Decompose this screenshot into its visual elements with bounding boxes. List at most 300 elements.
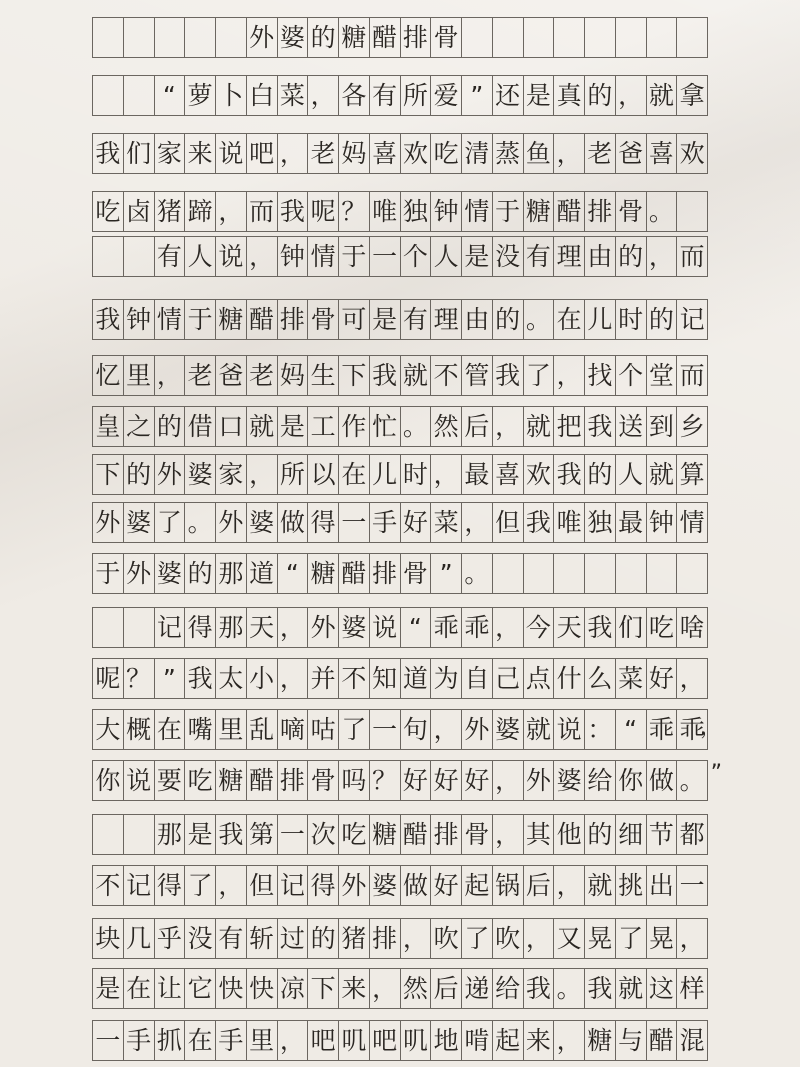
grid-cell: 后 <box>524 866 555 905</box>
grid-cell: 。 <box>185 503 216 542</box>
grid-cell: 排 <box>431 815 462 854</box>
grid-cell: 婆 <box>155 554 186 593</box>
grid-cell: ” <box>155 659 186 698</box>
grid-cell: 好 <box>401 503 432 542</box>
grid-cell: 送 <box>616 407 647 446</box>
grid-cell: 混 <box>677 1021 708 1060</box>
grid-cell: 醋 <box>247 761 278 800</box>
grid-cell: 叽 <box>401 1021 432 1060</box>
grid-cell: 我 <box>185 659 216 698</box>
grid-cell: 就 <box>647 455 678 494</box>
grid-cell: 吧 <box>308 1021 339 1060</box>
grid-cell: 记 <box>677 300 708 339</box>
grid-cell: 乡 <box>677 407 708 446</box>
grid-cell: 猪 <box>155 192 186 231</box>
text-row <box>92 75 708 116</box>
grid-cell: ， <box>431 710 462 749</box>
grid-cell: 啃 <box>462 1021 493 1060</box>
grid-cell: 了 <box>185 866 216 905</box>
grid-cell: ， <box>524 919 555 958</box>
grid-cell <box>524 18 555 57</box>
grid-cell <box>524 554 555 593</box>
grid-cell: 来 <box>524 1021 555 1060</box>
grid-cell: 在 <box>554 300 585 339</box>
grid-cell: 骨 <box>401 554 432 593</box>
grid-cell <box>93 76 124 115</box>
grid-cell <box>677 192 708 231</box>
text-row <box>92 236 708 277</box>
grid-cell: ， <box>278 1021 309 1060</box>
grid-cell: 我 <box>585 407 616 446</box>
grid-cell: “ <box>155 76 186 115</box>
grid-cell: ， <box>677 919 708 958</box>
grid-cell: 我 <box>585 969 616 1008</box>
grid-cell: 白 <box>247 76 278 115</box>
grid-cell: 一 <box>278 815 309 854</box>
grid-cell: 吗 <box>339 761 370 800</box>
grid-cell: 糖 <box>370 815 401 854</box>
grid-cell: 排 <box>585 192 616 231</box>
grid-cell: 婆 <box>185 455 216 494</box>
grid-cell: 点 <box>524 659 555 698</box>
grid-cell: 在 <box>124 969 155 1008</box>
title-row <box>92 17 708 58</box>
grid-cell: 欢 <box>677 134 708 173</box>
grid-cell: 算 <box>677 455 708 494</box>
grid-cell: 排 <box>370 554 401 593</box>
grid-cell: 下 <box>339 356 370 395</box>
grid-cell: 欢 <box>524 455 555 494</box>
grid-cell: 所 <box>278 455 309 494</box>
grid-cell <box>677 18 708 57</box>
grid-cell: 理 <box>554 237 585 276</box>
grid-cell: 婆 <box>554 761 585 800</box>
grid-cell <box>585 554 616 593</box>
grid-cell: ？ <box>370 761 401 800</box>
grid-cell: 吃 <box>647 608 678 647</box>
grid-cell: 骨 <box>462 815 493 854</box>
grid-cell: 吧 <box>370 1021 401 1060</box>
grid-cell: 己 <box>493 659 524 698</box>
grid-cell: 凉 <box>278 969 309 1008</box>
grid-cell: 儿 <box>585 300 616 339</box>
grid-cell: 于 <box>93 554 124 593</box>
grid-cell <box>155 18 186 57</box>
grid-cell: ， <box>216 192 247 231</box>
grid-cell: ： <box>585 710 616 749</box>
grid-cell: 一 <box>370 237 401 276</box>
grid-cell: 的 <box>308 919 339 958</box>
grid-cell: 时 <box>616 300 647 339</box>
grid-cell: 萝 <box>185 76 216 115</box>
grid-cell: 这 <box>647 969 678 1008</box>
text-row <box>92 133 708 174</box>
grid-cell: 个 <box>616 356 647 395</box>
grid-cell: 是 <box>370 300 401 339</box>
grid-cell <box>647 554 678 593</box>
grid-cell: 说 <box>216 237 247 276</box>
grid-cell: 就 <box>616 969 647 1008</box>
grid-cell: 他 <box>554 815 585 854</box>
grid-cell: ， <box>554 866 585 905</box>
grid-cell: ， <box>554 1021 585 1060</box>
grid-cell: 句 <box>401 710 432 749</box>
grid-cell: 婆 <box>493 710 524 749</box>
grid-cell: 又 <box>554 919 585 958</box>
grid-cell <box>93 237 124 276</box>
grid-cell: 过 <box>278 919 309 958</box>
grid-cell: 的 <box>155 407 186 446</box>
grid-cell: ， <box>216 866 247 905</box>
grid-cell: 菜 <box>431 503 462 542</box>
grid-cell: 的 <box>647 300 678 339</box>
grid-cell: 与 <box>616 1021 647 1060</box>
grid-cell: ， <box>308 76 339 115</box>
grid-cell <box>493 554 524 593</box>
grid-cell: 吃 <box>93 192 124 231</box>
grid-cell: 妈 <box>278 356 309 395</box>
grid-cell: 由 <box>585 237 616 276</box>
grid-cell: 然 <box>431 407 462 446</box>
grid-cell <box>124 608 155 647</box>
grid-cell: 好 <box>431 866 462 905</box>
grid-cell: 一 <box>370 710 401 749</box>
grid-cell: 块 <box>93 919 124 958</box>
grid-cell <box>554 554 585 593</box>
text-row <box>92 709 722 750</box>
grid-cell: 真 <box>554 76 585 115</box>
grid-cell: 最 <box>462 455 493 494</box>
grid-cell: 来 <box>185 134 216 173</box>
grid-cell: 喜 <box>370 134 401 173</box>
grid-cell: 说 <box>124 761 155 800</box>
grid-cell: 忆 <box>93 356 124 395</box>
grid-cell: 吃 <box>339 815 370 854</box>
grid-cell: 给 <box>585 761 616 800</box>
grid-cell: 手 <box>216 1021 247 1060</box>
grid-cell: 不 <box>431 356 462 395</box>
grid-cell: 妈 <box>339 134 370 173</box>
grid-cell: 婆 <box>278 18 309 57</box>
grid-cell: 起 <box>462 866 493 905</box>
grid-cell: 老 <box>185 356 216 395</box>
grid-cell: ， <box>554 356 585 395</box>
text-row <box>92 191 708 232</box>
grid-cell: 情 <box>155 300 186 339</box>
grid-cell: 而 <box>247 192 278 231</box>
grid-cell <box>493 18 524 57</box>
grid-cell: 它 <box>185 969 216 1008</box>
grid-cell: 还 <box>493 76 524 115</box>
grid-cell: 作 <box>339 407 370 446</box>
grid-cell: ， <box>493 608 524 647</box>
grid-cell <box>124 18 155 57</box>
grid-cell: 就 <box>524 407 555 446</box>
grid-cell: 好 <box>647 659 678 698</box>
grid-cell: 钟 <box>124 300 155 339</box>
grid-cell: 说 <box>370 608 401 647</box>
grid-cell: 乖 <box>462 608 493 647</box>
grid-cell: 糖 <box>216 300 247 339</box>
grid-cell: 外 <box>308 608 339 647</box>
grid-cell: 钟 <box>278 237 309 276</box>
grid-cell: 后 <box>431 969 462 1008</box>
grid-cell: 的 <box>616 237 647 276</box>
grid-cell: ， <box>155 356 186 395</box>
grid-cell: 有 <box>155 237 186 276</box>
grid-cell: 醋 <box>247 300 278 339</box>
grid-cell: 卤 <box>124 192 155 231</box>
grid-cell: 里 <box>124 356 155 395</box>
grid-cell: 糖 <box>585 1021 616 1060</box>
grid-cell: 得 <box>155 866 186 905</box>
grid-cell: 醋 <box>339 554 370 593</box>
grid-cell: 乖 <box>431 608 462 647</box>
grid-cell: 做 <box>647 761 678 800</box>
grid-cell: 然 <box>401 969 432 1008</box>
grid-cell: 吃 <box>431 134 462 173</box>
grid-cell: 婆 <box>339 608 370 647</box>
grid-cell: 但 <box>247 866 278 905</box>
grid-cell: 吧 <box>247 134 278 173</box>
grid-cell: 骨 <box>616 192 647 231</box>
grid-cell: 我 <box>370 356 401 395</box>
grid-cell: 但 <box>493 503 524 542</box>
grid-cell: 于 <box>185 300 216 339</box>
grid-cell: ， <box>370 969 401 1008</box>
grid-cell: 给 <box>493 969 524 1008</box>
grid-cell: 了 <box>339 710 370 749</box>
grid-cell: 有 <box>524 237 555 276</box>
text-row <box>92 553 708 594</box>
grid-cell: 了 <box>155 503 186 542</box>
grid-cell: 婆 <box>247 503 278 542</box>
grid-cell <box>585 18 616 57</box>
grid-cell: 爱 <box>431 76 462 115</box>
grid-cell: 醋 <box>647 1021 678 1060</box>
grid-cell <box>93 608 124 647</box>
grid-cell: 我 <box>278 192 309 231</box>
grid-cell: 样 <box>677 969 708 1008</box>
text-row <box>92 865 708 906</box>
grid-cell: 欢 <box>401 134 432 173</box>
grid-cell: 其 <box>524 815 555 854</box>
grid-cell: 来 <box>339 969 370 1008</box>
grid-cell: 拿 <box>677 76 708 115</box>
grid-cell: 斩 <box>247 919 278 958</box>
grid-cell: 的 <box>585 455 616 494</box>
grid-cell: 得 <box>308 866 339 905</box>
grid-cell: ， <box>462 503 493 542</box>
grid-cell: ， <box>401 919 432 958</box>
grid-cell: 菜 <box>278 76 309 115</box>
text-row <box>92 1020 708 1061</box>
grid-cell: 一 <box>339 503 370 542</box>
grid-cell: 快 <box>216 969 247 1008</box>
grid-cell <box>677 554 708 593</box>
grid-cell: 喜 <box>647 134 678 173</box>
grid-cell: 手 <box>370 503 401 542</box>
grid-cell: 外 <box>124 554 155 593</box>
grid-cell: 就 <box>647 76 678 115</box>
grid-cell: 好 <box>431 761 462 800</box>
grid-cell: 呢 <box>93 659 124 698</box>
grid-cell: 什 <box>554 659 585 698</box>
grid-cell: 的 <box>124 455 155 494</box>
grid-cell: 嘀 <box>278 710 309 749</box>
grid-cell: 呢 <box>308 192 339 231</box>
grid-cell: 时 <box>401 455 432 494</box>
grid-cell: 我 <box>93 134 124 173</box>
grid-cell: 外 <box>247 18 278 57</box>
grid-cell: 于 <box>339 237 370 276</box>
grid-cell: ， <box>647 237 678 276</box>
grid-cell: 糖 <box>524 192 555 231</box>
grid-cell: 钟 <box>431 192 462 231</box>
grid-cell: 可 <box>339 300 370 339</box>
grid-cell: ？ <box>124 659 155 698</box>
grid-cell: 排 <box>278 761 309 800</box>
text-row <box>92 607 708 648</box>
grid-cell: 说 <box>216 134 247 173</box>
grid-cell <box>124 76 155 115</box>
grid-cell: 各 <box>339 76 370 115</box>
grid-cell: ， <box>493 815 524 854</box>
grid-cell: 之 <box>124 407 155 446</box>
grid-cell: 的 <box>308 18 339 57</box>
grid-cell: 概 <box>124 710 155 749</box>
grid-cell: 小 <box>247 659 278 698</box>
grid-cell: 骨 <box>308 300 339 339</box>
grid-cell <box>616 554 647 593</box>
grid-cell: ， <box>278 134 309 173</box>
grid-cell: 。 <box>647 192 678 231</box>
grid-cell: 要 <box>155 761 186 800</box>
grid-cell: 啥 <box>677 608 708 647</box>
grid-cell: 菜 <box>616 659 647 698</box>
grid-cell: 外 <box>524 761 555 800</box>
grid-cell: 到 <box>647 407 678 446</box>
grid-cell: 出 <box>647 866 678 905</box>
grid-cell: 蹄 <box>185 192 216 231</box>
grid-cell: 外 <box>155 455 186 494</box>
grid-cell: 找 <box>585 356 616 395</box>
grid-cell: 在 <box>155 710 186 749</box>
grid-cell: 知 <box>370 659 401 698</box>
grid-cell: 下 <box>308 969 339 1008</box>
grid-cell: 记 <box>124 866 155 905</box>
grid-cell: 里 <box>247 1021 278 1060</box>
grid-cell: 情 <box>677 503 708 542</box>
grid-cell: 地 <box>431 1021 462 1060</box>
grid-cell: 清 <box>462 134 493 173</box>
grid-cell: 我 <box>524 503 555 542</box>
grid-cell: 醋 <box>554 192 585 231</box>
grid-cell: ， <box>616 76 647 115</box>
grid-cell: 我 <box>585 608 616 647</box>
grid-cell: 卜 <box>216 76 247 115</box>
grid-cell: 。 <box>524 300 555 339</box>
grid-cell: 递 <box>462 969 493 1008</box>
grid-cell: 吃 <box>185 761 216 800</box>
grid-cell: 就 <box>524 710 555 749</box>
grid-cell: 道 <box>247 554 278 593</box>
grid-cell: 那 <box>216 608 247 647</box>
grid-cell <box>124 237 155 276</box>
grid-cell: 就 <box>585 866 616 905</box>
margin-punctuation: ， <box>699 715 722 740</box>
grid-cell: 晃 <box>647 919 678 958</box>
grid-cell: 爸 <box>616 134 647 173</box>
grid-cell: 有 <box>216 919 247 958</box>
grid-cell: 那 <box>155 815 186 854</box>
grid-cell: 的 <box>185 554 216 593</box>
grid-cell: 理 <box>431 300 462 339</box>
grid-cell: 儿 <box>370 455 401 494</box>
grid-cell: 我 <box>93 300 124 339</box>
grid-cell: 一 <box>677 866 708 905</box>
grid-cell <box>616 18 647 57</box>
grid-cell: 做 <box>401 866 432 905</box>
grid-cell <box>462 18 493 57</box>
grid-cell: 你 <box>616 761 647 800</box>
grid-cell: ， <box>677 659 708 698</box>
grid-cell: 道 <box>401 659 432 698</box>
grid-cell: 们 <box>124 134 155 173</box>
grid-cell: 而 <box>677 237 708 276</box>
grid-cell: 排 <box>370 919 401 958</box>
grid-cell: 没 <box>493 237 524 276</box>
grid-cell: 说 <box>554 710 585 749</box>
grid-cell <box>554 18 585 57</box>
grid-cell: 生 <box>308 356 339 395</box>
grid-cell: 锅 <box>493 866 524 905</box>
grid-cell: 把 <box>554 407 585 446</box>
grid-cell: 乎 <box>155 919 186 958</box>
grid-cell: 借 <box>185 407 216 446</box>
grid-cell: 有 <box>370 76 401 115</box>
grid-cell: 的 <box>585 76 616 115</box>
grid-cell: 并 <box>308 659 339 698</box>
text-row <box>92 658 708 699</box>
grid-cell: 抓 <box>155 1021 186 1060</box>
grid-cell: 节 <box>647 815 678 854</box>
grid-cell: 好 <box>401 761 432 800</box>
grid-cell: 堂 <box>647 356 678 395</box>
grid-cell: 快 <box>247 969 278 1008</box>
text-row <box>92 454 708 495</box>
grid-cell: 嘴 <box>185 710 216 749</box>
grid-cell <box>647 18 678 57</box>
grid-cell: 老 <box>585 134 616 173</box>
grid-cell: 后 <box>462 407 493 446</box>
grid-cell <box>93 815 124 854</box>
grid-cell: 乖 <box>647 710 678 749</box>
grid-cell: ， <box>493 761 524 800</box>
grid-cell <box>124 815 155 854</box>
grid-cell: 我 <box>216 815 247 854</box>
grid-cell: 钟 <box>647 503 678 542</box>
grid-cell: 排 <box>278 300 309 339</box>
grid-cell: 醋 <box>370 18 401 57</box>
grid-cell: 人 <box>616 455 647 494</box>
grid-cell: 我 <box>524 969 555 1008</box>
grid-cell: 老 <box>247 356 278 395</box>
grid-cell: 最 <box>616 503 647 542</box>
grid-cell: ” <box>431 554 462 593</box>
grid-cell: 们 <box>616 608 647 647</box>
grid-cell: 几 <box>124 919 155 958</box>
